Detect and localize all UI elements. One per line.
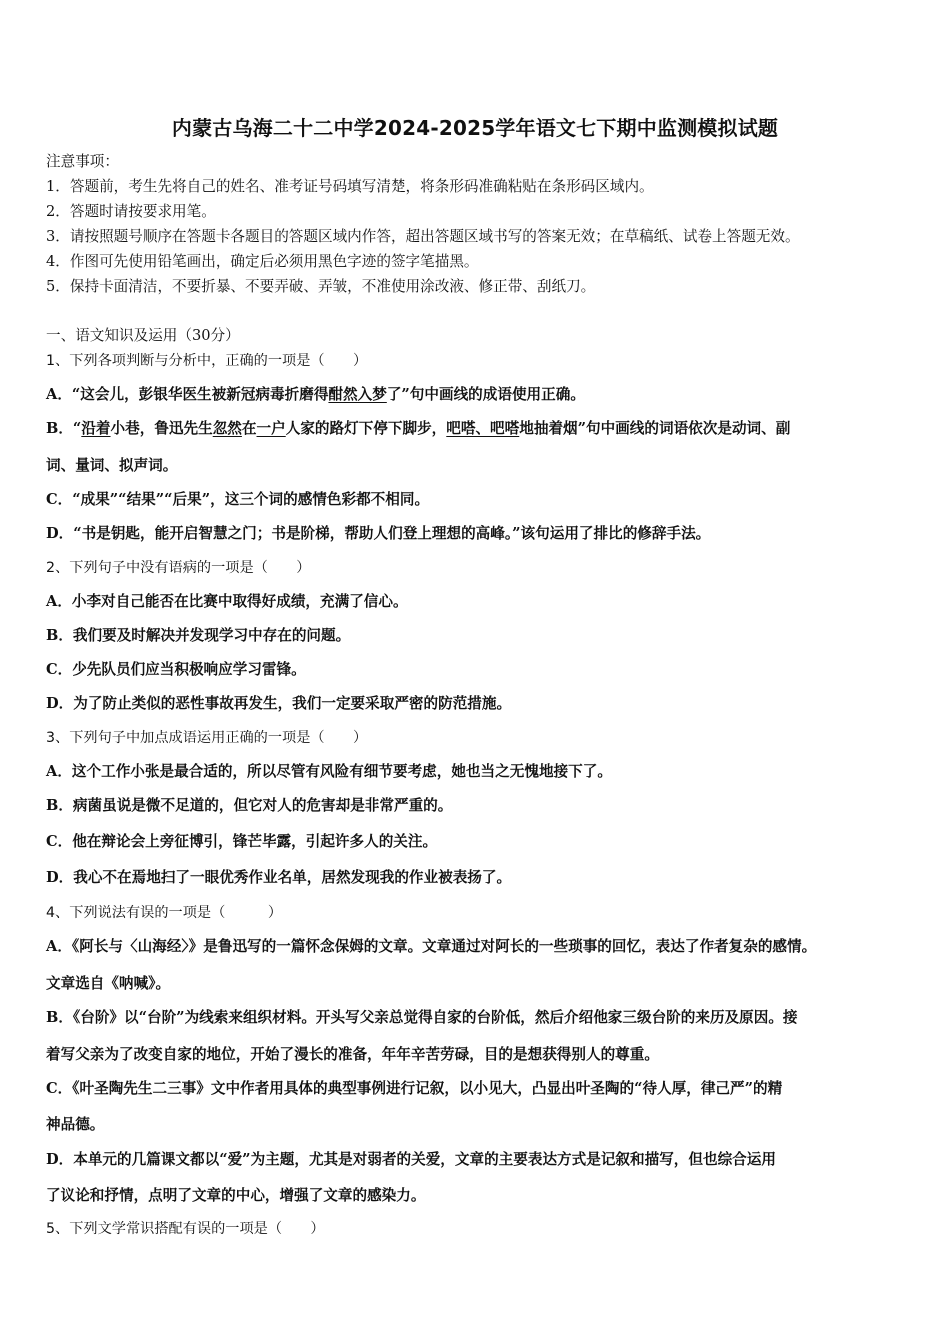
section-heading: 一、语文知识及运用（30分） [46,327,240,344]
notice-item-5: 5．保持卡面清洁，不要折暴、不要弄破、弄皱，不准使用涂改液、修正带、刮纸刀。 [46,278,596,295]
exam-title: 内蒙古乌海二十二中学2024-2025学年语文七下期中监测模拟试题 [171,116,779,140]
notice-item-3: 3．请按照题号顺序在答题卡各题目的答题区域内作答，超出答题区域书写的答案无效；在草稿纸、试卷上答题无效。 [46,228,800,245]
question-3-option-d: D．我心不在焉地扫了一眼优秀作业名单，居然发现我的作业被表扬了。 [46,869,512,886]
question-1-option-b: B．“沿着小巷，鲁迅先生忽然在一户人家的路灯下停下脚步，吧嗒、吧嗒地抽着烟”句中画线的词语依次是动词、副 [46,420,791,437]
question-1-option-c: C．“成果”“结果”“后果”，这三个词的感情色彩都不相同。 [46,491,430,508]
notice-item-2: 2．答题时请按要求用笔。 [46,203,216,220]
question-1-option-d: D．“书是钥匙，能开启智慧之门；书是阶梯，帮助人们登上理想的高峰。”该句运用了排比的修辞手法。 [46,525,711,542]
question-1-stem: 1、下列各项判断与分析中，正确的一项是（ ） [46,353,368,369]
question-3-option-a: A．这个工作小张是最合适的，所以尽管有风险有细节要考虑，她也当之无愧地接下了。 [46,763,612,780]
question-4-option-b-cont: 着写父亲为了改变自家的地位，开始了漫长的准备，年年辛苦劳碌，目的是想获得别人的尊重。 [46,1046,659,1063]
question-3-stem: 3、下列句子中加点成语运用正确的一项是（ ） [46,730,368,746]
notice-item-4: 4．作图可先使用铅笔画出，确定后必须用黑色字迹的签字笔描黑。 [46,253,479,270]
dotted-idiom: 当之无愧 [480,763,539,780]
question-1-option-a: A．“这会儿，彭银华医生被新冠病毒折磨得酣然入梦了”句中画线的成语使用正确。 [46,386,585,403]
question-4-option-a-cont: 文章选自《呐喊》。 [46,975,171,992]
question-2-option-c: C．少先队员们应当积极响应学习雷锋。 [46,661,306,678]
question-2-option-d: D．为了防止类似的恶性事故再发生，我们一定要采取严密的防范措施。 [46,695,512,712]
question-4-option-d: D．本单元的几篇课文都以“爱”为主题，尤其是对弱者的关爱，文章的主要表达方式是记叙和描写，但也综合运用 [46,1151,776,1168]
notice-item-1: 1．答题前，考生先将自己的姓名、准考证号码填写清楚，将条形码准确粘贴在条形码区域内。 [46,178,654,195]
question-5-stem: 5、下列文学常识搭配有误的一项是（ ） [46,1221,325,1237]
question-4-option-b: B．《台阶》以“台阶”为线索来组织材料。开头写父亲总觉得自家的台阶低，然后介绍他家三级台阶的来历及原因。接 [46,1009,798,1026]
question-1-option-b-cont: 词、量词、拟声词。 [46,457,178,474]
question-4-option-d-cont: 了议论和抒情，点明了文章的中心，增强了文章的感染力。 [46,1187,426,1204]
dotted-idiom: 锋芒毕露 [232,833,292,850]
question-2-stem: 2、下列句子中没有语病的一项是（ ） [46,560,311,576]
notice-heading: 注意事项： [46,153,119,170]
question-4-option-c: C．《叶圣陶先生二三事》文中作者用具体的典型事例进行记叙，以小见大，凸显出叶圣陶的“待人厚，律己严”的精 [46,1080,783,1097]
question-3-option-b: B．病菌虽说是微不足道的，但它对人的危害却是非常严重的。 [46,797,453,814]
underlined-idiom: 酣然入梦 [328,386,387,403]
question-3-option-c: C．他在辩论会上旁征博引，锋芒毕露，引起许多人的关注。 [46,833,438,850]
question-4-stem: 4、下列说法有误的一项是（ ） [46,905,283,921]
question-4-option-a: A．《阿长与〈山海经〉》是鲁迅写的一篇怀念保姆的文章。文章通过对阿长的一些琐事的回忆，表达了作者复杂的感情。 [46,938,817,955]
question-2-option-a: A．小李对自己能否在比赛中取得好成绩，充满了信心。 [46,593,408,610]
question-4-option-c-cont: 神品德。 [46,1116,105,1133]
question-2-option-b: B．我们要及时解决并发现学习中存在的问题。 [46,627,351,644]
